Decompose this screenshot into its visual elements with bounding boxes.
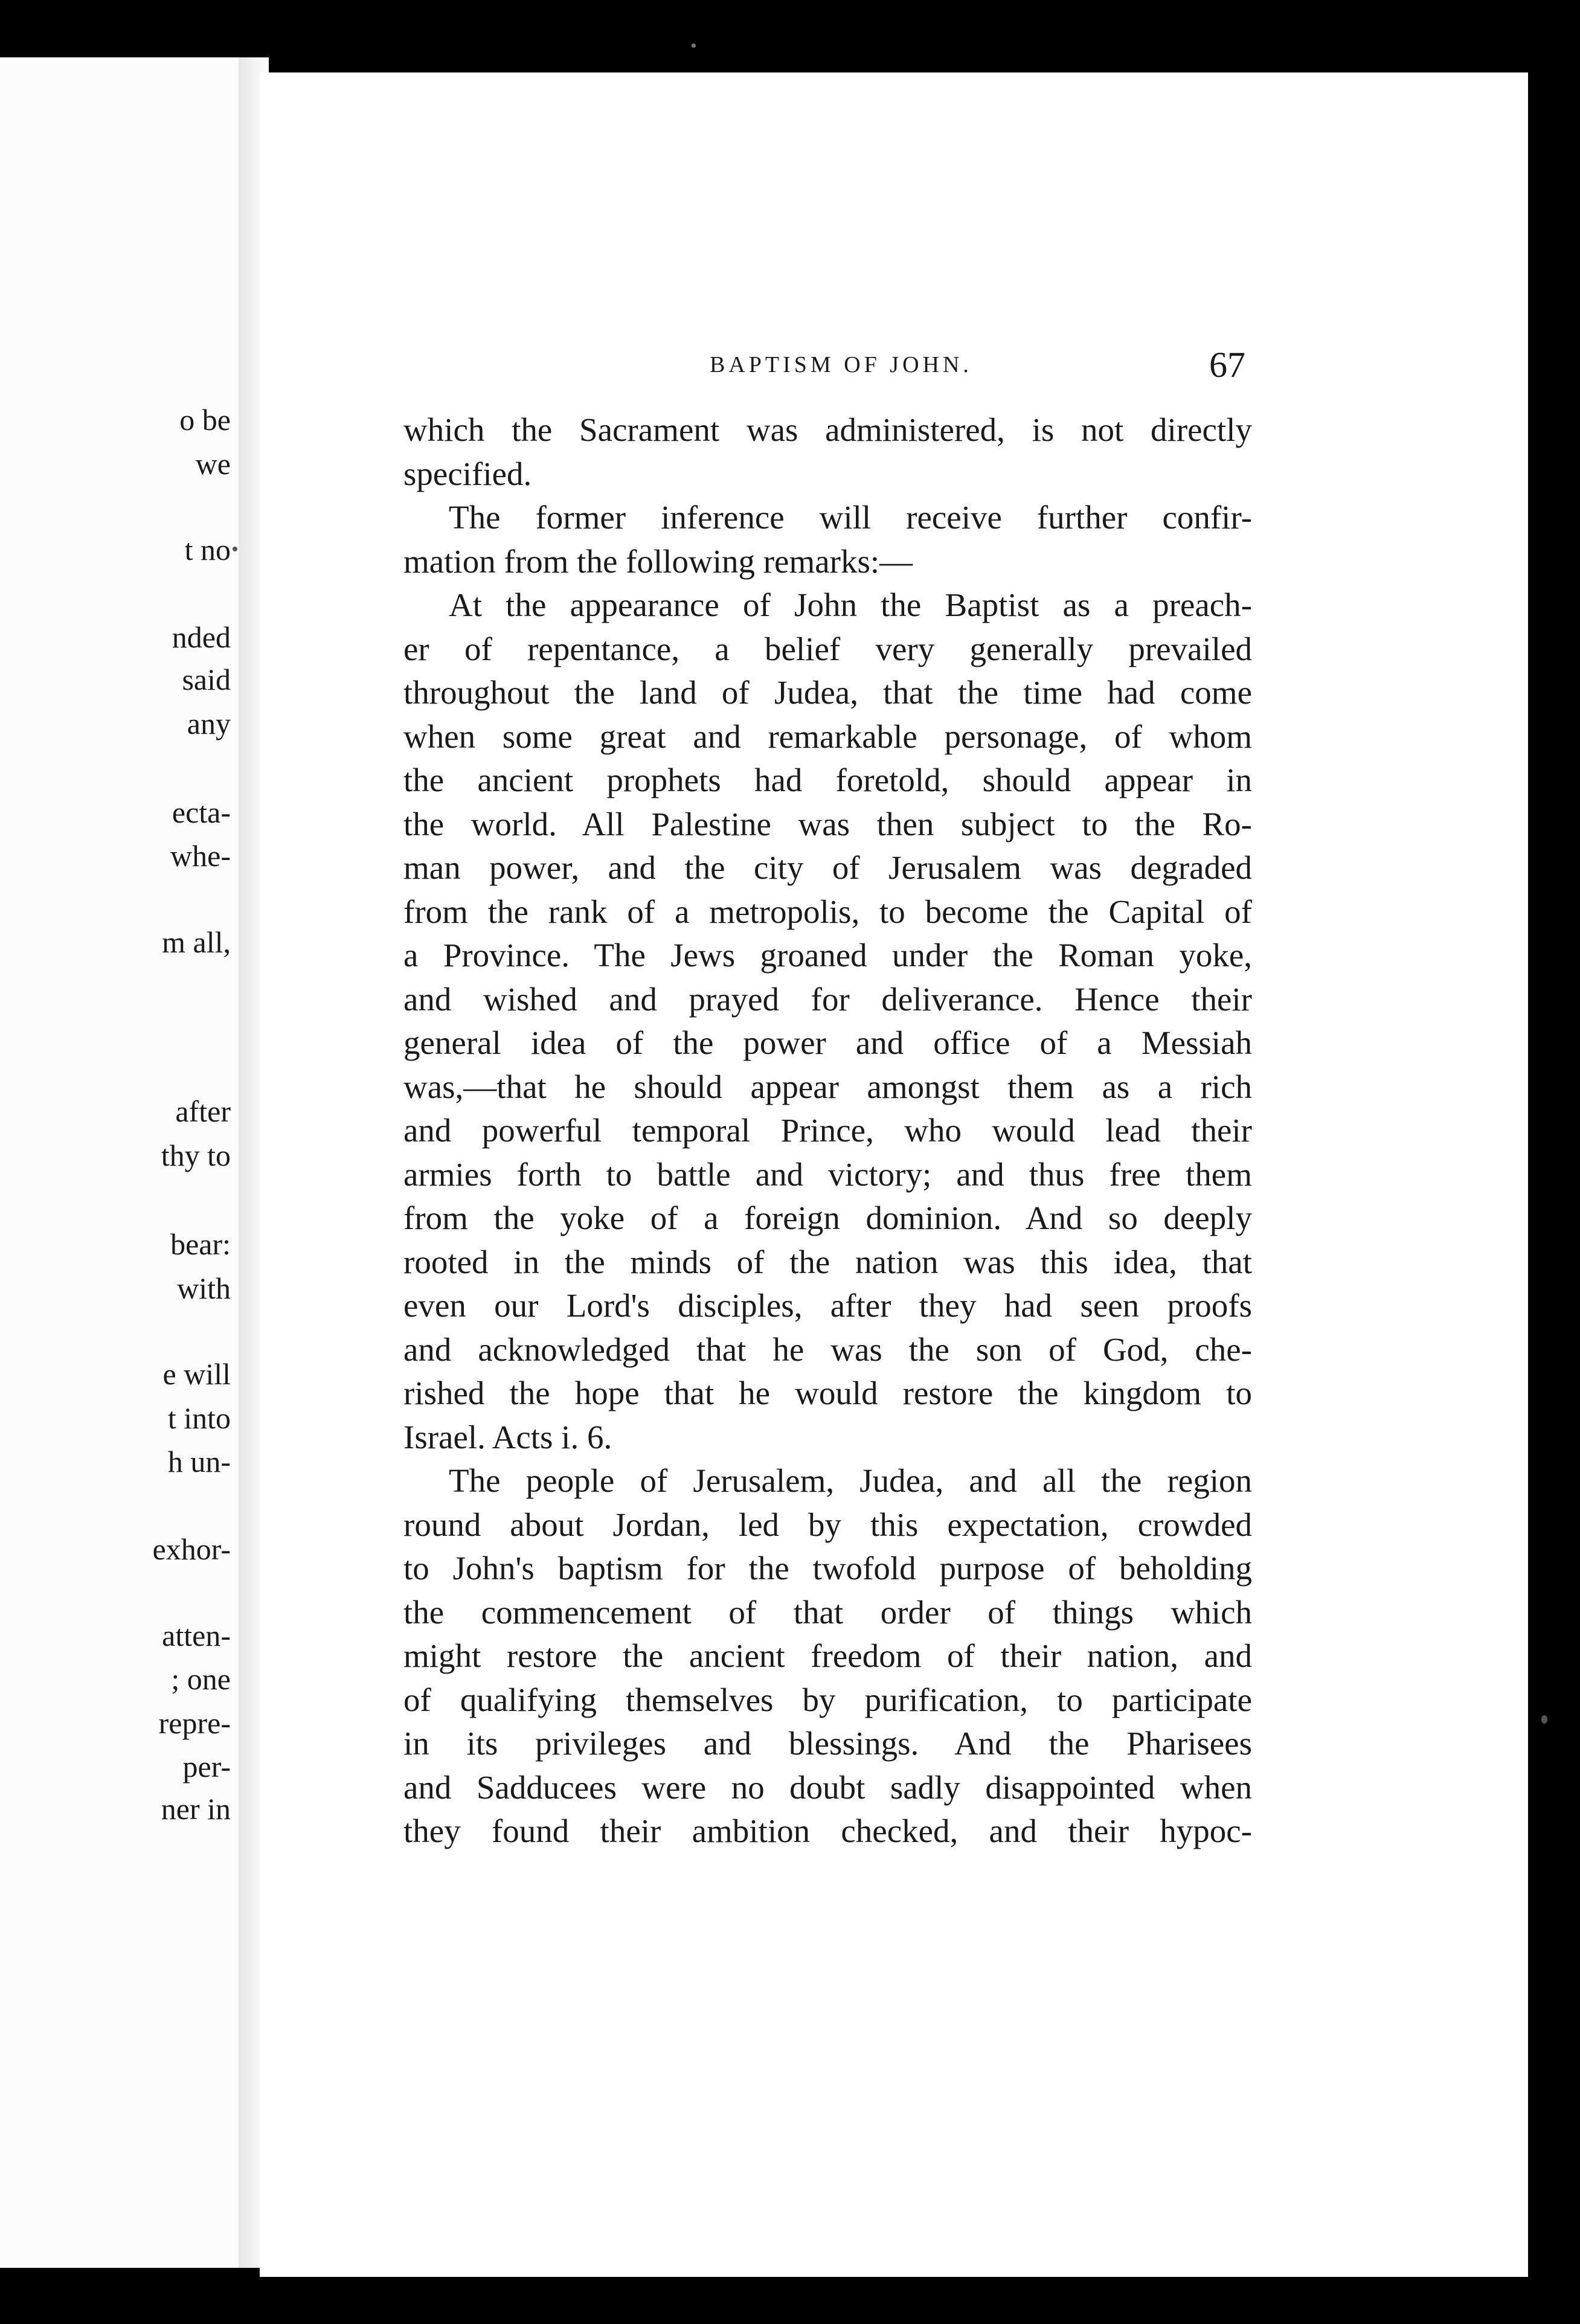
text-line: when some great and remarkable personage, of whom: [403, 717, 1252, 755]
text-line: from the rank of a metropolis, to become the Capital of: [403, 893, 1252, 930]
text-line: the ancient prophets had foretold, should appear in: [403, 762, 1252, 798]
running-title: BAPTISM OF JOHN.: [710, 352, 972, 377]
left-fragment: with: [177, 1271, 231, 1305]
left-fragment: we: [195, 447, 231, 481]
left-fragment: repre-: [158, 1706, 231, 1740]
text-line: and acknowledged that he was the son of God, che-: [403, 1331, 1252, 1368]
text-line: and powerful temporal Prince, who would lead their: [403, 1112, 1252, 1149]
text-line: a Province. The Jews groaned under the Roman yoke,: [403, 937, 1252, 974]
left-fragment: h un-: [167, 1445, 231, 1478]
text-line: Israel. Acts i. 6.: [403, 1418, 612, 1456]
body-text: [403, 408, 1252, 1854]
left-fragment: e will: [162, 1357, 231, 1391]
page-number: 67: [1209, 345, 1245, 385]
text-line: was,—that he should appear amongst them as a rich: [403, 1068, 1252, 1105]
scan-speck: [1541, 1715, 1547, 1724]
text-line: might restore the ancient freedom of their nation, and: [403, 1637, 1252, 1674]
left-fragment: thy to: [161, 1138, 231, 1172]
text-line: At the appearance of John the Baptist as a preach-: [449, 586, 1252, 623]
left-fragment: t no: [184, 533, 231, 567]
left-fragment: t into: [167, 1401, 231, 1435]
text-line: the world. All Palestine was then subject to the Ro-: [403, 805, 1252, 843]
text-line: rished the hope that he would restore the kingdom to: [403, 1375, 1252, 1411]
text-line: throughout the land of Judea, that the time had come: [403, 674, 1252, 711]
text-line: which the Sacrament was administered, is not directly: [403, 411, 1252, 448]
text-line: in its privileges and blessings. And the Pharisees: [403, 1725, 1252, 1762]
left-fragment: nded: [172, 620, 231, 654]
left-fragment: said: [182, 663, 231, 696]
text-line: of qualifying themselves by purification, to participate: [403, 1681, 1252, 1718]
text-line: the commencement of that order of things which: [403, 1593, 1252, 1631]
left-fragment: ner in: [161, 1792, 231, 1826]
text-line: even our Lord's disciples, after they had seen proofs: [403, 1287, 1252, 1324]
left-fragment: o be: [179, 403, 231, 437]
text-line: and Sadducees were no doubt sadly disappointed when: [403, 1768, 1252, 1806]
text-line: The people of Jerusalem, Judea, and all the region: [449, 1462, 1252, 1499]
scan-speck: [692, 43, 696, 48]
left-page-fragments: [0, 57, 248, 2268]
left-fragment: bear:: [170, 1227, 231, 1261]
left-fragment: ; one: [171, 1662, 231, 1696]
left-fragment: m all,: [162, 925, 231, 959]
text-line: er of repentance, a belief very generally prevailed: [403, 630, 1252, 667]
left-fragment: exhor-: [152, 1532, 231, 1566]
text-line: and wished and prayed for deliverance. Hence their: [403, 980, 1252, 1018]
left-page: [0, 57, 248, 2268]
text-line: specified.: [403, 455, 532, 492]
text-line: they found their ambition checked, and their hypoc-: [403, 1812, 1252, 1849]
left-fragment: any: [187, 707, 231, 740]
left-fragment: per-: [182, 1750, 231, 1783]
left-fragment: ecta-: [172, 795, 231, 829]
text-line: mation from the following remarks:—: [403, 542, 913, 580]
left-fragment: atten-: [162, 1619, 231, 1652]
text-line: man power, and the city of Jerusalem was degraded: [403, 849, 1252, 886]
text-line: round about Jordan, led by this expectation, crowded: [403, 1506, 1252, 1543]
text-line: from the yoke of a foreign dominion. And so deeply: [403, 1199, 1252, 1236]
text-line: rooted in the minds of the nation was this idea, that: [403, 1243, 1252, 1280]
scan-speck: [233, 547, 237, 551]
text-line: to John's baptism for the twofold purpose of beholding: [403, 1550, 1252, 1587]
left-fragment: after: [175, 1094, 231, 1128]
text-line: The former inference will receive further confir-: [449, 499, 1252, 536]
text-line: general idea of the power and office of a Messiah: [403, 1024, 1252, 1061]
left-fragment: whe-: [170, 839, 231, 873]
text-line: armies forth to battle and victory; and thus free them: [403, 1155, 1252, 1193]
